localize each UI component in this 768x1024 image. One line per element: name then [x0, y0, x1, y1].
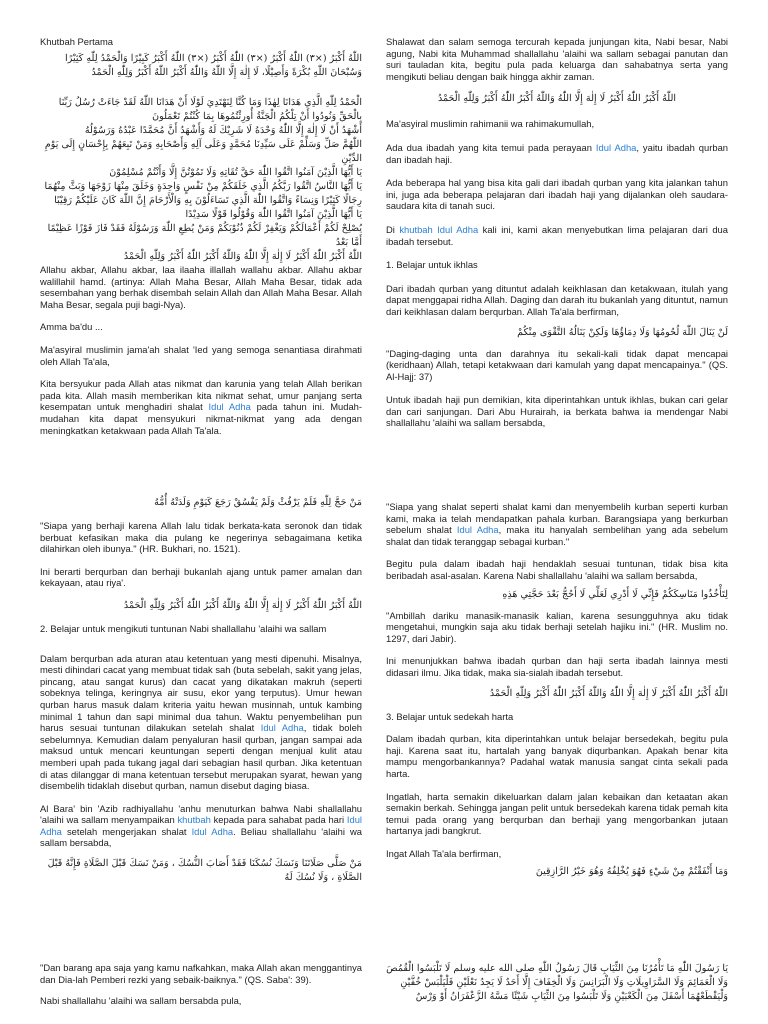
text-span: , yaitu ibadah qurban dan ibadah haji. [386, 141, 728, 165]
text-span: . Beliau shallallahu 'alaihi wa sallam bersabda, [40, 825, 362, 849]
haji-tuntunan-paragraph: Begitu pula dalam ibadah haji hendaklah sesuai tuntunan, tidak bisa kita beribadah asal-asalan. Karena Nabi shallallahu 'alaihi wa sallam bersabda, [386, 558, 728, 581]
text-span: Ada dua ibadah yang kita temui pada perayaan [386, 141, 596, 153]
kurban-quote [386, 501, 728, 547]
page1-right-column [386, 36, 728, 429]
amma-badu: Amma ba'du ... [40, 321, 103, 333]
text-span: Kita bersyukur pada Allah atas nikmat dan karunia yang telah Allah berikan pada kita. Allah masih memberikan kita nikmat sehat, umur panjang serta kesempatan untuk menghadiri shalat [40, 378, 362, 413]
khutbah-idul-adha-link[interactable]: khutbah Idul Adha [399, 223, 479, 235]
saba-verse-arabic: وَمَا أَنْفَقْتُمْ مِنْ شَيْءٍ فَهُوَ يُخْلِفُهُ وَهُوَ خَيْرُ الرَّازِقِينَ [535, 866, 728, 878]
lessons-paragraph: Ada beberapa hal yang bisa kita gali dari ibadah qurban yang kita jalankan tahun ini, juga ada beberapa pelajaran dari ibadah haji yang dijalankan oleh saudara-saudara kita di tanah suci. [386, 177, 728, 212]
ilmu-paragraph: Ini menunjukkan bahwa ibadah qurban dan haji serta ibadah lainnya mesti didasari ilmu. Jika tidak, maka sia-sialah ibadah tersebut. [386, 655, 728, 678]
khutbah-title: Khutbah Pertama [40, 36, 113, 47]
hamdalah-line: يَا أَيُّهَا الَّذِيْنَ آمَنُوا اتَّقُوا اللّٰهَ وَقُوْلُوا قَوْلًا سَدِيْدًا [185, 208, 362, 220]
text-span: pada tahun ini. Mudah-mudahan kita dapat mensyukuri nikmat-nikmat yang ada dengan meningkatkan ketakwaan pada Allah Ta'ala. [40, 401, 362, 436]
five-lessons-paragraph [386, 224, 728, 247]
khutbah-link[interactable]: khutbah [177, 814, 211, 826]
greeting-paragraph: Ma'asyiral muslimin rahimanii wa rahimakumullah, [386, 118, 595, 130]
manasik-hadith-arabic: لِتَأْخُذُوا مَنَاسِكَكُمْ فَإِنِّي لَا أَدْرِي لَعَلِّي لَا أَحُجُّ بَعْدَ حَجَّتِي هَذِهِ [502, 588, 728, 600]
sedekah-paragraph: Dalam ibadah qurban, kita diperintahkan untuk belajar bersedekah, begitu pula haji. Karena saat itu, hartalah yang banyak diqurbankan. Apakah benar kita mampu mengorbankannya? Padahal watak manusia sangat cinta sekali pada harta. [386, 733, 728, 779]
hamdalah-line: الْحَمْدُ لِلّٰهِ الَّذِي هَدَانَا لِهٰذَا وَمَا كُنَّا لِنَهْتَدِيَ لَوْلَا أَنْ هَدَانَا اللّٰهُ لَقَدْ جَاءَتْ رُسُلُ رَبِّنَا بِالْحَقِّ وَنُودُوا أَنْ تِلْكُمُ الْجَنَّةُ أُورِثْتُمُوهَا بِمَا كُنْتُمْ تَعْمَلُونَ [58, 96, 362, 122]
ikhlas-paragraph: Dari ibadah qurban yang dituntut adalah keikhlasan dan ketakwaan, itulah yang dapat menggapai ridha Allah. Daging dan darah itu bukanlah yang dituntut, namun dari keikhlasan dalam berqurban. Allah Ta'ala berfirman, [386, 282, 728, 317]
text-span: Dalam berqurban ada aturan atau ketentuan yang mesti dipenuhi. Misalnya, mesti dihindari cacat yang membuat tidak sah (buta sebelah, sakit yang jelas, pincang, atau sangat kurus) dan cacat yang dikatakan makruh (seperti sobeknya telinga, keringnya air susu, ekor yang terputus). Umur hewan qurban harus masuk dalam kriteria yaitu hewan musinnah, untuk kambing minimal 1 tahun dan sapi minimal dua tahun. Waktu penyembelihan pun harus sesuai tuntunan dilakukan setelah shalat [40, 652, 362, 734]
sabda-intro: Nabi shallallahu 'alaihi wa sallam bersabda pula, [40, 995, 242, 1007]
gratitude-paragraph [40, 378, 362, 436]
hadith-translation: "Siapa yang berhaji karena Allah lalu tidak berkata-kata seronok dan tidak berbuat kefasikan maka dia pulang ke negerinya sebagaimana ketika dilahirkan oleh ibunya." (HR. Bukhari, no. 1521). [40, 520, 362, 555]
clothing-hadith-arabic: يَا رَسُولَ اللّٰهِ مَا تَأْمُرُنَا مِنَ الثِّيَابِ قَالَ رَسُولُ اللّٰهِ صلى الله عليه وسلم لَا تَلْبَسُوا الْقُمُصَ وَلَا الْعَمَائِمَ وَلَا السَّرَاوِيلَاتِ وَلَا الْبَرَانِسَ وَلَا الْخِفَافَ إِلَّا أَحَدٌ لَا يَجِدُ نَعْلَيْنِ فَلْيَلْبَسْ خُفَّيْنِ وَلْيَقْطَعْهُمَا أَسْفَلَ مِنَ الْكَعْبَيْنِ وَلَا تَلْبَسُوا مِنَ الثِّيَابِ شَيْئًا مَسَّهُ الزَّعْفَرَانُ أَوْ وَرْسٌ [386, 963, 728, 1002]
text-span: kali ini, kami akan menyebutkan lima pelajaran dari dua ibadah tersebut. [386, 223, 728, 247]
greeting-paragraph: Ma'asyiral muslimin jama'ah shalat 'Ied yang semoga senantiasa dirahmati oleh Allah Ta'ala, [40, 343, 362, 367]
heading-lesson-3: 3. Belajar untuk sedekah harta [386, 710, 514, 722]
idul-adha-link[interactable]: Idul Adha [456, 524, 499, 536]
hamdalah-line: يَا أَيُّهَا النَّاسُ اتَّقُوا رَبَّكُمُ الَّذِي خَلَقَكُمْ مِنْ نَفْسٍ وَاحِدَةٍ وَخَلَقَ مِنْهَا زَوْجَهَا وَبَثَّ مِنْهُمَا رِجَالًا كَثِيْرًا وَنِسَاءً وَاتَّقُوا اللّٰهَ الَّذِي تَسَاءَلُوْنَ بِهِ وَالْأَرْحَامَ إِنَّ اللّٰهَ كَانَ عَلَيْكُمْ رَقِيْبًا [44, 180, 362, 206]
verse-arabic: لَنْ يَنَالَ اللّٰهَ لُحُومُهَا وَلَا دِمَاؤُهَا وَلَكِنْ يَنَالُهُ التَّقْوَى مِنْكُمْ [517, 326, 728, 338]
shalawat-paragraph: Shalawat dan salam semoga tercurah kepada junjungan kita, Nabi besar, Nabi agung, Nabi kita Muhammad shallallahu 'alaihi wa sallam sebagai panutan dan suri tauladan kita, begitu pula pada keluarga dan sahabatnya serta yang mengikuti beliau dengan baik hingga akhir zaman. [386, 36, 728, 82]
page3-right-column [386, 962, 728, 1004]
page1-left-text [40, 264, 362, 436]
text-span: kepada para sahabat pada hari [210, 814, 347, 826]
saba-translation: "Dan barang apa saja yang kamu nafkahkan, maka Allah akan menggantinya dan Dia-lah Pemberi rezki yang sebaik-baiknya." (QS. Saba': 39). [40, 962, 362, 985]
idul-adha-link[interactable]: Idul Adha [595, 141, 637, 153]
text-span: Al Bara' bin 'Azib radhiyallahu 'anhu menuturkan bahwa Nabi shallallahu 'alaihi wa sallam menyampaikan [40, 802, 362, 826]
heading-lesson-1: 1. Belajar untuk ikhlas [386, 259, 478, 271]
firman-intro: Ingat Allah Ta'ala berfirman, [386, 847, 502, 859]
page2-right-column [386, 501, 728, 879]
takbir-arabic: اللّٰهُ أَكْبَرُ اللّٰهُ أَكْبَرُ لَا إِلٰهَ إِلَّا اللّٰهُ وَاللّٰهُ أَكْبَرُ اللّٰهُ أَكْبَرُ وَلِلّٰهِ الْحَمْدُ [489, 687, 728, 699]
hamdalah-block [40, 96, 362, 264]
hadith-arabic: مَنْ حَجَّ لِلّٰهِ فَلَمْ يَرْفُثْ وَلَمْ يَفْسُقْ رَجَعَ كَيَوْمِ وَلَدَتْهُ أُمُّهُ [154, 497, 362, 508]
heading-lesson-2: 2. Belajar untuk mengikuti tuntunan Nabi shallallahu 'alaihi wa sallam [40, 622, 327, 634]
manasik-hadith-translation: "Ambillah dariku manasik-manasik kalian, karena sesungguhnya aku tidak mengetahui, mungkin saja aku tidak berhaji setelah hajiku ini." (HR. Muslim no. 1297, dari Jabir). [386, 609, 728, 644]
text-span: , tidak boleh sebelumnya. Kemudian dalam penyaluran hasil qurban, jangan sampai ada maksud untuk mencari keuntungan seperti dengan menjual kulit atau memberi upah pada tukang jagal dari sebagian hasil qurban. Jika ketentuan di atas dilanggar di mana ketentuan tersebut merupakan syarat, hewan yang disembelih tidaklah disebut qurban, namun disebut daging biasa. [40, 722, 362, 792]
hamdalah-line: اللّٰهُمَّ صَلِّ وَسَلِّمْ عَلَى سَيِّدِنَا مُحَمَّدٍ وَعَلَى آلِهِ وَأَصْحَابِهِ وَمَنْ تَبِعَهُمْ بِإِحْسَانٍ إِلَى يَوْمِ الدِّيْنِ [44, 138, 362, 164]
hamdalah-line: اللّٰهُ أَكْبَرُ اللّٰهُ أَكْبَرُ لَا إِلٰهَ إِلَّا اللّٰهُ وَاللّٰهُ أَكْبَرُ اللّٰهُ أَكْبَرُ وَلِلّٰهِ الْحَمْدُ [123, 250, 362, 262]
text-span: setelah mengerjakan shalat [61, 825, 192, 837]
al-bara-paragraph [40, 803, 362, 849]
two-ibadah-paragraph [386, 142, 728, 165]
idul-adha-link[interactable]: Idul Adha [40, 814, 363, 837]
hamdalah-line: أَشْهَدُ أَنْ لَا إِلٰهَ إِلَّا اللّٰهُ وَحْدَهُ لَا شَرِيْكَ لَهُ وَأَشْهَدُ أَنَّ مُحَمَّدًا عَبْدُهُ وَرَسُوْلُهُ [84, 124, 362, 136]
riya-paragraph: Ini berarti berqurban dan berhaji bukanlah ajang untuk pamer amalan dan kekayaan, atau riya'. [40, 565, 362, 589]
hadith2-arabic: مَنْ صَلَّى صَلَاتَنَا وَنَسَكَ نُسُكَنَا فَقَدْ أَصَابَ النُّسُكَ ، وَمَنْ نَسَكَ قَبْلَ الصَّلَاةِ فَإِنَّهُ قَبْلَ الصَّلَاةِ ، وَلَا نُسُكَ لَهُ [47, 858, 362, 884]
text-span: Di [386, 223, 400, 235]
takbir-arabic: اللّٰهُ أَكْبَرُ اللّٰهُ أَكْبَرُ لَا إِلٰهَ إِلَّا اللّٰهُ وَاللّٰهُ أَكْبَرُ اللّٰهُ أَكْبَرُ وَلِلّٰهِ الْحَمْدُ [437, 93, 677, 105]
opening-takbir-arabic: اللّٰهُ أَكْبَرُ (×٣) اللّٰهُ أَكْبَرُ (×٣) اللّٰهُ أَكْبَرُ (×٣) اللّٰهُ أَكْبَرُ كَبِيْرًا وَالْحَمْدُ لِلّٰهِ كَثِيْرًا وَسُبْحَانَ اللّٰهِ بُكْرَةً وَأَصِيْلًا، لَا إِلٰهَ إِلَّا اللّٰهُ وَاللّٰهُ أَكْبَرُ اللّٰهُ أَكْبَرُ وَلِلّٰهِ الْحَمْدُ [65, 52, 362, 78]
berkah-paragraph: Ingatlah, harta semakin dikeluarkan dalam jalan kebaikan dan ketaatan akan semakin berkah. Sehingga jangan pelit untuk bersedekah karena tidak pemah kita temui pada orang yang berqurban dan berhaji yang mengorbankan jutaan hartanya jadi bangkrut. [386, 790, 728, 837]
qurban-rules-paragraph [40, 653, 362, 792]
page3-left-column [40, 962, 362, 1007]
page2-left-column [40, 496, 362, 885]
hamdalah-line: يُصْلِحْ لَكُمْ أَعْمَالَكُمْ وَيَغْفِرْ لَكُمْ ذُنُوْبَكُمْ وَمَنْ يُطِعِ اللّٰهَ وَرَسُوْلَهُ فَقَدْ فَازَ فَوْزًا عَظِيْمًا أَمَّا بَعْدُ [47, 222, 362, 248]
idul-adha-link[interactable]: Idul Adha [208, 401, 251, 413]
takbir-latin-paragraph: Allahu akbar, Allahu akbar, laa ilaaha illallah wallahu akbar. Allahu akbar walillahil hamd. (artinya: Allah Maha Besar, Allah Maha Besar, tidak ada sesembahan yang berhak disembah selain Allah dan Allah Maha Besar. Allah Maha Besar, segala puji bagi-Nya). [40, 264, 362, 310]
idul-adha-link[interactable]: Idul Adha [260, 722, 304, 734]
idul-adha-link[interactable]: Idul Adha [191, 825, 234, 837]
text-span: , maka itu hanyalah sembelihan yang ada sebelum shalat dan tidak teranggap sebagai kurban." [386, 524, 728, 547]
takbir-arabic: اللّٰهُ أَكْبَرُ اللّٰهُ أَكْبَرُ لَا إِلٰهَ إِلَّا اللّٰهُ وَاللّٰهُ أَكْبَرُ اللّٰهُ أَكْبَرُ وَلِلّٰهِ الْحَمْدُ [123, 599, 362, 611]
page1-left-column [40, 36, 362, 264]
hamdalah-line: يَا أَيُّهَا الَّذِيْنَ آمَنُوا اتَّقُوا اللّٰهَ حَقَّ تُقَاتِهِ وَلَا تَمُوْتُنَّ إِلَّا وَأَنْتُمْ مُسْلِمُوْنَ [109, 166, 362, 178]
verse-translation: "Daging-daging unta dan darahnya itu sekali-kali tidak dapat mencapai (keridhaan) Allah, tetapi ketakwaan dari kamulah yang dapat mencapainya." (QS. Al-Hajj: 37) [386, 347, 728, 382]
text-span: "Siapa yang shalat seperti shalat kami dan menyembelih kurban seperti kurban kami, maka ia telah mendapatkan pahala kurban. Barangsiapa yang berkurban sebelum shalat [386, 501, 728, 536]
haji-ikhlas-paragraph: Untuk ibadah haji pun demikian, kita diperintahkan untuk ikhlas, bukan cari gelar dan cari sanjungan. Dari Abu Hurairah, ia berkata bahwa ia mendengar Nabi shallallahu 'alaihi wa sallam bersabda, [386, 394, 728, 429]
